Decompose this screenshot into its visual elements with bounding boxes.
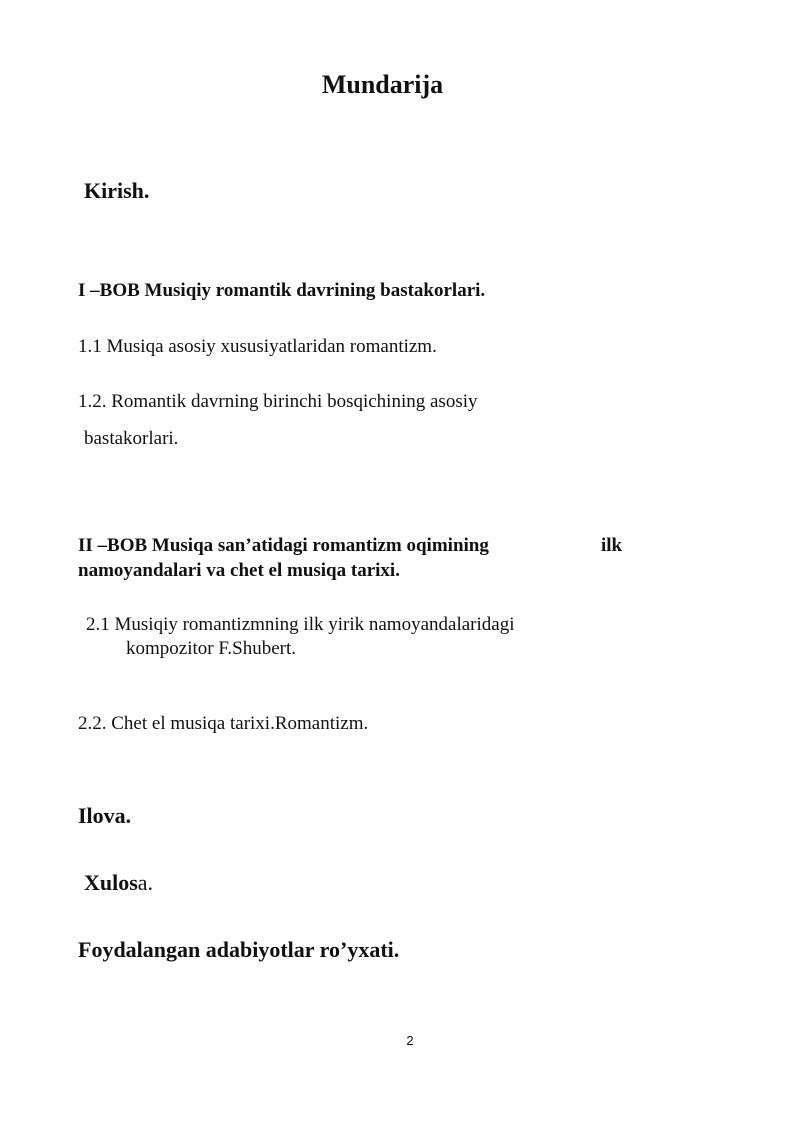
toc-entry-xulosa-rest: a. (137, 870, 154, 895)
page-number: 2 (406, 1033, 414, 1048)
toc-entry-chapter-2-line-2: namoyandalari va chet el musiqa tarixi. (78, 560, 400, 581)
toc-entry-section-1-2-line-1: 1.2. Romantik davrning birinchi bosqichining asosiy (78, 391, 478, 412)
toc-entry-kirish: Kirish. (84, 178, 150, 203)
toc-entry-chapter-2-line-1: II –BOB Musiqa san’atidagi romantizm oqimining (78, 535, 489, 556)
page-title: Mundarija (321, 70, 444, 99)
toc-entry-section-2-2: 2.2. Chet el musiqa tarixi.Romantizm. (78, 713, 369, 734)
toc-entry-foydalangan-adabiyotlar: Foydalangan adabiyotlar ro’yxati. (78, 937, 400, 962)
toc-entry-chapter-2-line-1-end: ilk (601, 535, 623, 556)
toc-entry-chapter-1: I –BOB Musiqiy romantik davrining bastakorlari. (78, 280, 486, 301)
toc-entry-section-2-1-line-1: 2.1 Musiqiy romantizmning ilk yirik namoyandalaridagi (86, 614, 515, 635)
toc-entry-section-1-1: 1.1 Musiqa asosiy xususiyatlaridan romantizm. (78, 336, 437, 357)
toc-entry-ilova: Ilova. (78, 803, 132, 828)
toc-entry-section-2-1-line-2: kompozitor F.Shubert. (126, 638, 296, 659)
toc-entry-section-1-2-line-2: bastakorlari. (84, 428, 179, 449)
toc-entry-xulosa-bold: Xulos (84, 870, 138, 895)
toc-entry-xulosa (84, 870, 153, 896)
